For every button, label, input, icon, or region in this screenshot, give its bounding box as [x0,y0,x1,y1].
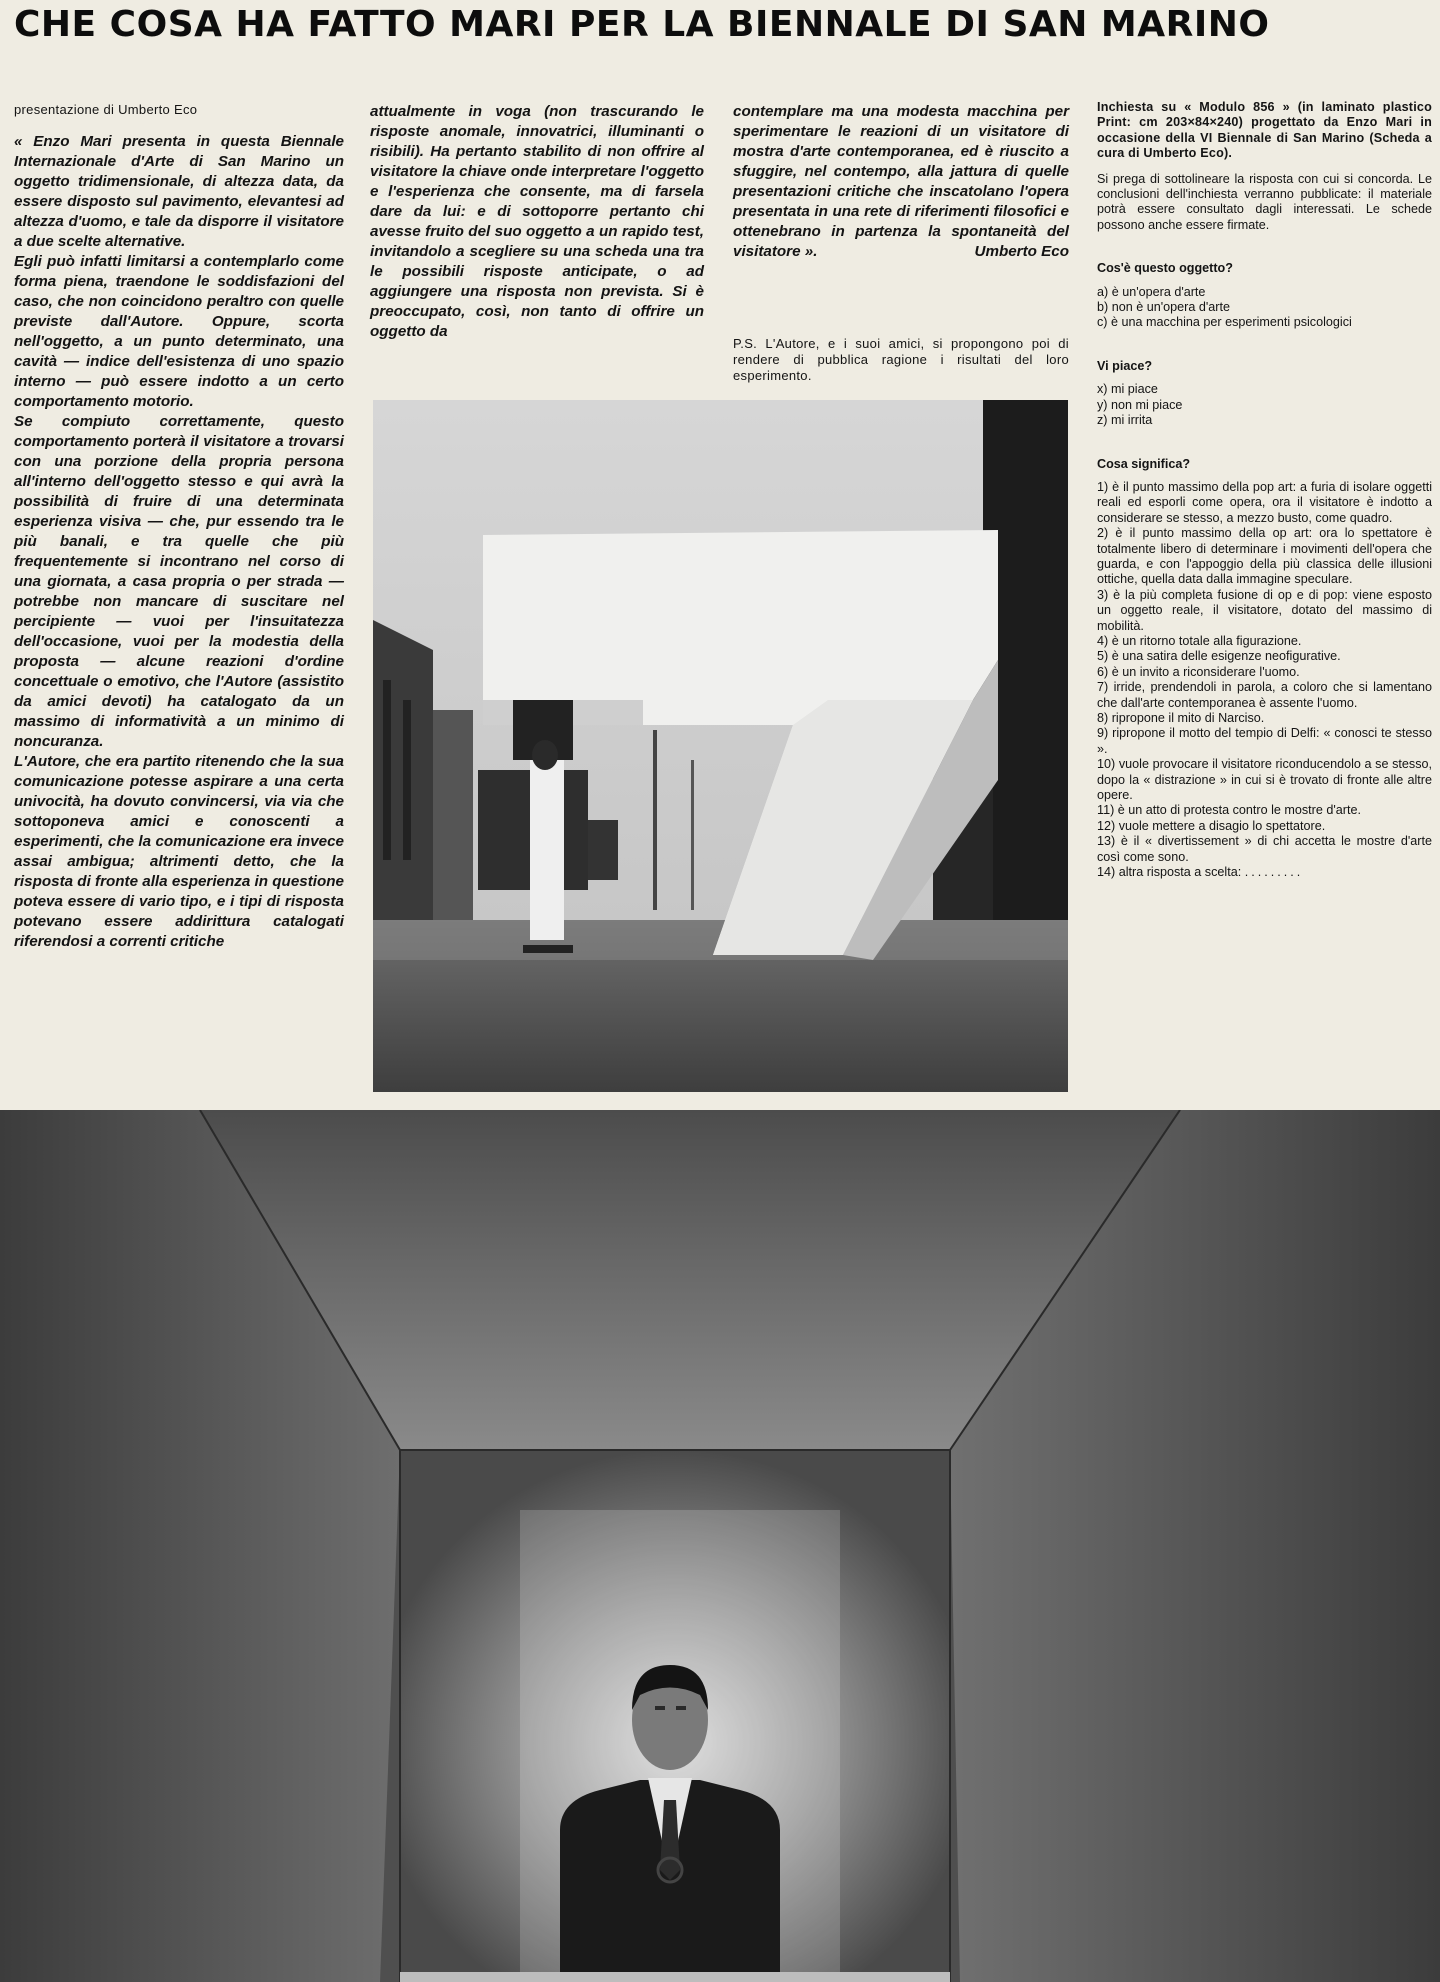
answer-option: 7) irride, prendendoli in parola, a coloro che si lamentano che dall'arte contemporanea è assente l'uomo. [1097,680,1432,710]
answer-option: 5) è una satira delle esigenze neofigurative. [1097,649,1341,664]
answer-option: 2) è il punto massimo della op art: ora lo spettatore è totalmente libero di determinare i movimenti dell'opera che guarda, e con l'appoggio della più classica delle illusioni ottiche, quella data dalla immagine speculare. [1097,526,1432,587]
answer-option [1097,865,1432,880]
answer-option: z) mi irrita [1097,413,1153,428]
sculpture-photo [373,400,1068,1092]
paragraph-text: contemplare ma una modesta macchina per sperimentare le reazioni di un visitatore di mostra d'arte contemporanea, ed è riuscito a sfuggire, nel contempo, alla jattura di quelle presentazioni critiche che inscatolano l'opera presentata in una rete di riferimenti filosofici e ottenebrano in partenza la spontaneità del visitatore ». [733,103,1069,260]
questionnaire-note: Si prega di sottolineare la risposta con cui si concorda. Le conclusioni dell'inchiesta verranno pubblicate: il materiale potrà essere consultato dagli interessati. Le schede possono anche essere firmate. [1097,171,1432,232]
answer-option: 8) ripropone il mito di Narciso. [1097,711,1265,725]
answer-option: y) non mi piace [1097,397,1183,412]
paragraph: attualmente in voga (non trascurando le risposte anomale, innovatrici, illuminanti o risibili). Ha pertanto stabilito di non offrire al visitatore la chiave onde interpretare l'oggetto e l'esperienza che consente, ma di farsela dare da lui: e di sottoporre pertanto chi avesse fruito del suo oggetto a un rapido test, invitandolo a scegliere su una scheda una tra le possibili risposte anticipate, o ad aggiungere una risposta non prevista. Si è preoccupato, così, non tanto di offrire un oggetto da [370,103,704,340]
postscript: P.S. L'Autore, e i suoi amici, si propongono poi di rendere di pubblica ragione i risultati del loro esperimento. [733,336,1069,383]
answer-option: 11) è un atto di protesta contro le mostre d'arte. [1097,803,1361,818]
article-column-1 [14,132,344,1098]
answer-option: c) è una macchina per esperimenti psicologici [1097,315,1352,330]
questionnaire [1097,100,1432,880]
answer-option: 10) vuole provocare il visitatore riconducendolo a se stesso, dopo la « distrazione » in cui si è trovato di fronte alle altre opere. [1097,757,1432,803]
answer-option: 12) vuole mettere a disagio lo spettatore. [1097,818,1326,833]
answer-option: 4) è un ritorno totale alla figurazione. [1097,633,1302,648]
answer-option: a) è un'opera d'arte [1097,284,1206,299]
byline: presentazione di Umberto Eco [14,102,198,117]
page-title: CHE COSA HA FATTO MARI PER LA BIENNALE DI SAN MARINO [14,4,1270,45]
paragraph: « Enzo Mari presenta in questa Biennale Internazionale d'Arte di San Marino un oggetto tridimensionale, di altezza data, da essere disposto sul pavimento, elevantesi ad altezza d'uomo, e tale da disporre il visitatore a due scelte alternative. [14,133,344,250]
answer-option-text: 14) altra risposta a scelta: [1097,865,1242,880]
signature: Umberto Eco [974,243,1069,260]
answer-option: b) non è un'opera d'arte [1097,300,1230,315]
answer-option: 9) ripropone il motto del tempio di Delfi: « conosci te stesso ». [1097,726,1432,756]
questionnaire-intro: Inchiesta su « Modulo 856 » (in laminato plastico Print: cm 203×84×240) progettato da Enzo Mari in occasione della VI Biennale di San Marino (Scheda a cura di Umberto Eco). [1097,100,1432,161]
answer-option: 1) è il punto massimo della pop art: a furia di isolare oggetti reali ed esporli come opera, ora il visitatore è indotto a considerare se stesso, a mezzo busto, come quadro. [1097,479,1432,525]
mirror-box-photo [0,1110,1440,1982]
answer-option: x) mi piace [1097,382,1158,397]
paragraph: Egli può infatti limitarsi a contemplarlo come forma piena, traendone le soddisfazioni del caso, che non coincidono peraltro con quelle previste dall'Autore. Oppure, scorta nell'oggetto, a un punto determinato, una cavità — indice dell'esistenza di uno spazio interno — può essere indotto a un certo comportamento motorio. [14,253,344,410]
answer-option: 13) è il « divertissement » di chi accetta le mostre d'arte così come sono. [1097,834,1432,864]
article-column-2 [370,102,704,394]
answer-option: 6) è un invito a riconsiderare l'uomo. [1097,664,1300,679]
fill-in-dots: ......... [1244,865,1304,880]
mirror-box-photo-image [0,1110,1440,1982]
article-column-3 [733,102,1069,312]
answer-option: 3) è la più completa fusione di op e di pop: viene esposto un oggetto reale, il visitatore, dotato del massimo di mobilità. [1097,587,1432,633]
paragraph: L'Autore, che era partito ritenendo che la sua comunicazione potesse aspirare a una certa univocità, ha dovuto convincersi, via via che sottoponeva amici e conoscenti a esperimenti, che la comunicazione era invece assai ambigua; altrimenti detto, che la risposta di fronte alla esperienza in questione poteva essere di vario tipo, e i tipi di risposta potevano essere addirittura catalogati riferendosi a correnti critiche [14,753,344,950]
paragraph: Se compiuto correttamente, questo comportamento porterà il visitatore a trovarsi con una porzione della propria persona all'interno dell'oggetto stesso e qui avrà la possibilità di fruire di una determinata esperienza visiva — che, pur essendo tra le più banali, e tra quelle che più frequentemente si incontrano nel corso di una giornata, a casa propria o per strada — potrebbe non mancare di suscitare nel percipiente — vuoi per l'insuitatezza dell'occasione, vuoi per la modestia della proposta — alcune reazioni d'ordine concettuale o emotivo, che l'Autore (assistito da amici devoti) ha catalogato da un massimo di informatività a un minimo di noncuranza. [14,413,344,750]
paragraph [733,102,1069,262]
question-1: Cos'è questo oggetto? [1097,261,1233,276]
question-3: Cosa significa? [1097,456,1191,471]
sculpture-photo-image [373,400,1068,1092]
question-2: Vi piace? [1097,358,1153,373]
